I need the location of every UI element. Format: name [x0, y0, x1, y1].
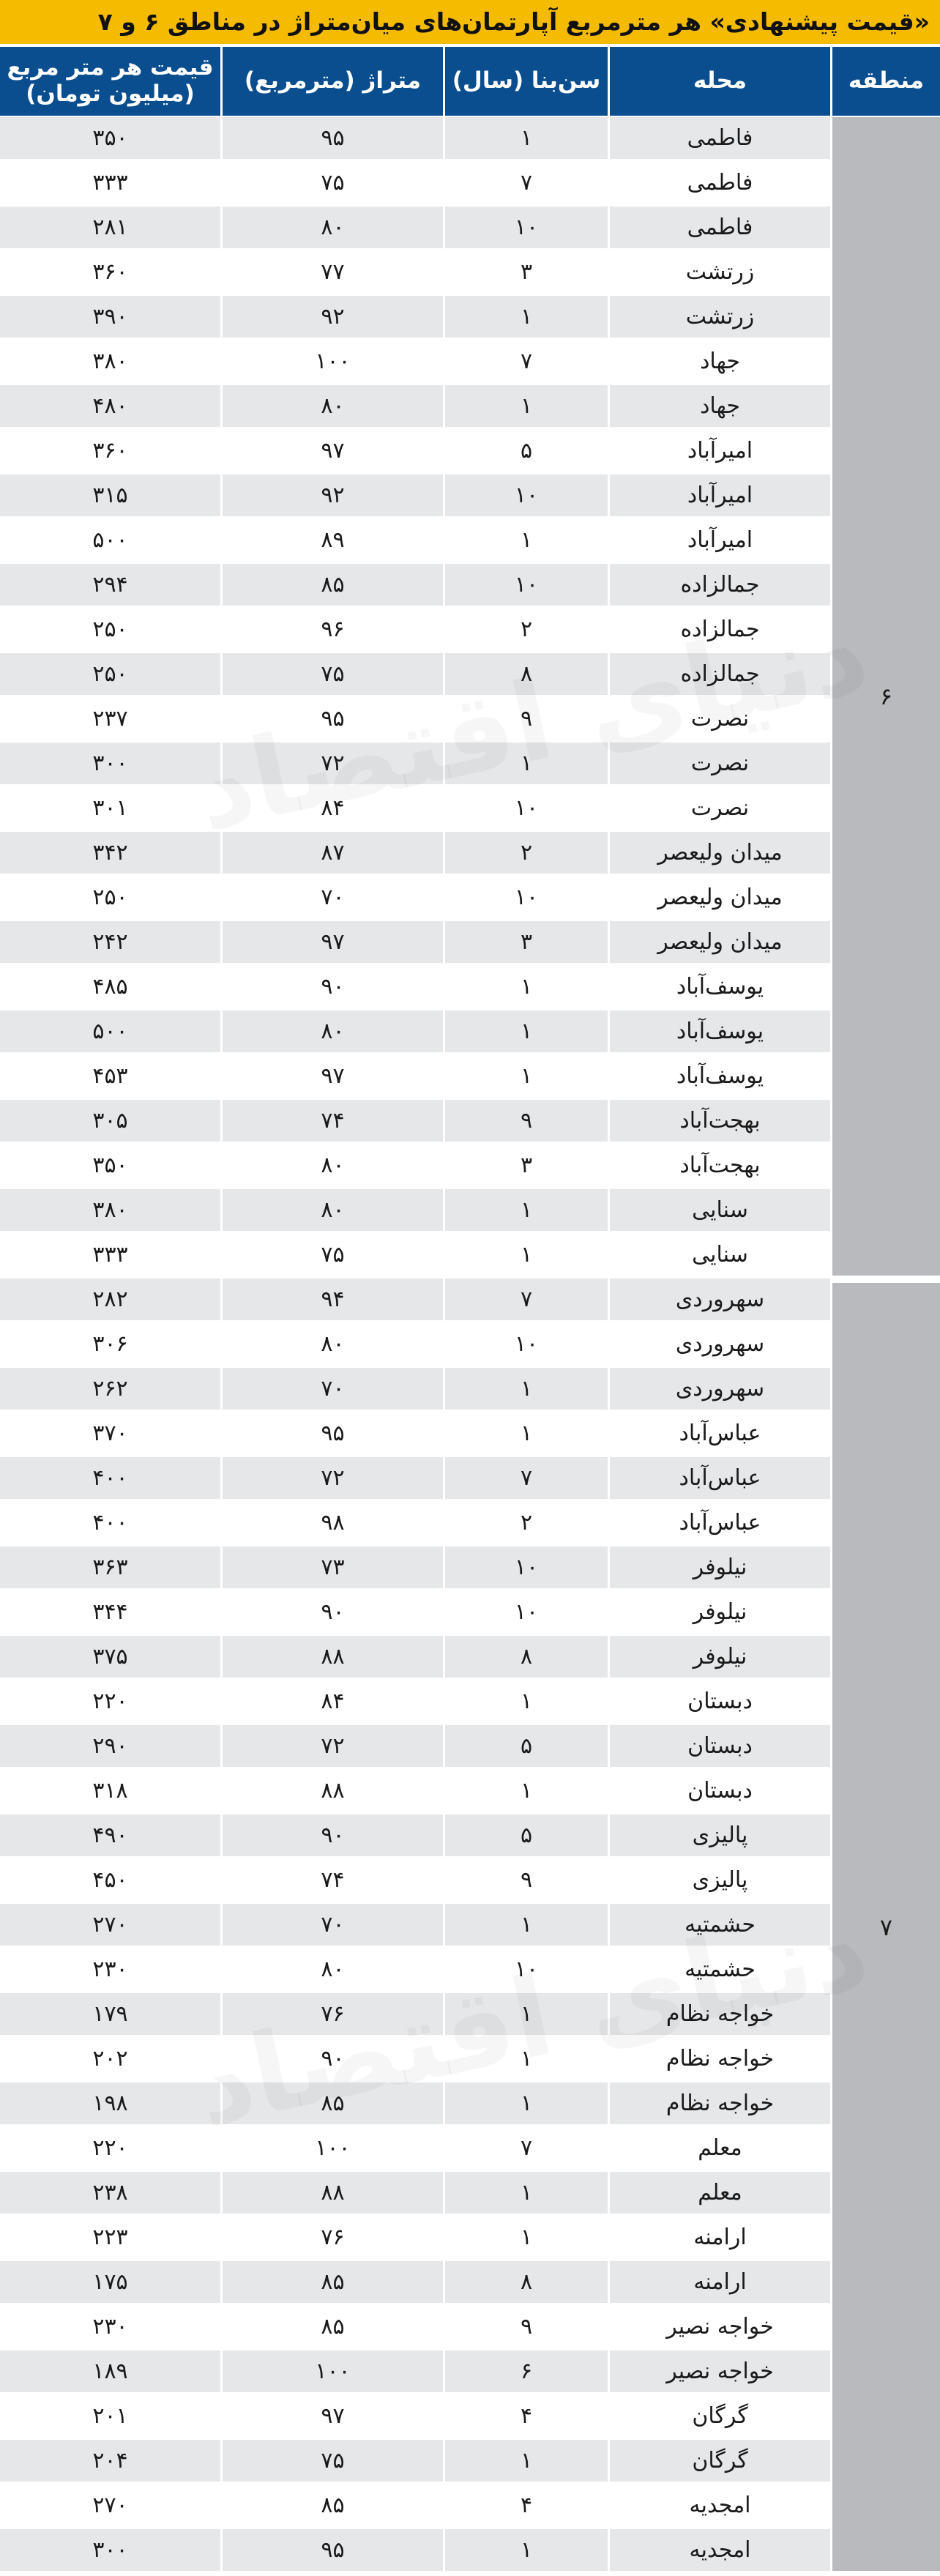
table-row	[0, 966, 832, 1008]
price-cell: ۳۴۴	[92, 1599, 128, 1625]
table-row	[0, 608, 832, 650]
price-cell: ۳۱۵	[92, 483, 128, 508]
neighborhood-cell: امیرآباد	[687, 438, 753, 464]
area-cell: ۹۶	[321, 617, 345, 642]
neighborhood-cell: نیلوفر	[693, 1644, 747, 1669]
neighborhood-cell: خواجه نظام	[665, 2091, 775, 2116]
building-age-cell: ۱	[520, 1689, 533, 1714]
table-row	[0, 162, 832, 204]
neighborhood-cell: سهروردی	[675, 1331, 765, 1357]
table-row	[0, 1323, 832, 1365]
table-row	[0, 1100, 832, 1142]
table-row	[0, 1055, 832, 1097]
table-row	[0, 2261, 832, 2303]
neighborhood-cell: فاطمی	[687, 125, 753, 151]
building-age-cell: ۳	[520, 1153, 533, 1178]
building-age-cell: ۴	[520, 2493, 533, 2518]
area-cell: ۷۷	[321, 259, 345, 285]
area-cell: ۸۵	[321, 2493, 345, 2518]
building-age-cell: ۱۰	[514, 885, 539, 910]
price-cell: ۳۳۳	[92, 1242, 128, 1267]
table-row	[0, 2038, 832, 2080]
area-cell: ۸۵	[321, 572, 345, 598]
price-cell: ۲۵۰	[92, 617, 128, 642]
table-header	[0, 47, 940, 117]
table-row	[0, 2127, 832, 2169]
price-cell: ۲۶۲	[92, 1376, 128, 1401]
building-age-cell: ۲	[520, 1510, 533, 1535]
building-age-cell: ۱	[520, 2448, 533, 2473]
area-cell: ۸۰	[321, 393, 345, 419]
price-cell: ۲۰۴	[92, 2448, 128, 2473]
building-age-cell: ۱۰	[514, 1555, 539, 1580]
price-cell: ۲۰۲	[92, 2046, 128, 2071]
neighborhood-cell: خواجه نصیر	[666, 2359, 774, 2384]
neighborhood-cell: زرتشت	[685, 304, 755, 330]
neighborhood-cell: نیلوفر	[693, 1599, 747, 1625]
neighborhood-cell: امجدیه	[689, 2537, 751, 2563]
neighborhood-cell: معلم	[698, 2180, 742, 2205]
area-cell: ۷۲	[321, 751, 345, 776]
region-cell: ۷	[832, 1283, 940, 2571]
area-cell: ۸۵	[321, 2091, 345, 2116]
header-building-age: سن‌بنا (سال)	[445, 47, 608, 116]
table-row	[0, 1948, 832, 1990]
building-age-cell: ۵	[520, 438, 533, 464]
area-cell: ۸۰	[321, 1331, 345, 1357]
building-age-cell: ۱۰	[514, 795, 539, 821]
area-cell: ۸۰	[321, 1197, 345, 1223]
building-age-cell: ۱	[520, 304, 533, 330]
area-cell: ۸۴	[321, 1689, 345, 1714]
neighborhood-cell: میدان ولیعصر	[657, 840, 783, 866]
building-age-cell: ۱	[520, 2001, 533, 2027]
price-cell: ۱۹۸	[92, 2091, 128, 2116]
building-age-cell: ۱	[520, 1778, 533, 1803]
area-cell: ۱۰۰	[315, 2359, 351, 2384]
column-divider	[220, 117, 223, 2574]
building-age-cell: ۲	[520, 617, 533, 642]
area-cell: ۸۸	[321, 2180, 345, 2205]
neighborhood-cell: بهجت‌آباد	[679, 1108, 761, 1133]
neighborhood-cell: خواجه نظام	[665, 2046, 775, 2071]
neighborhood-cell: ارامنه	[693, 2225, 747, 2250]
area-cell: ۹۵	[321, 2537, 345, 2563]
table-row	[0, 2440, 832, 2482]
price-cell: ۲۳۰	[92, 1957, 128, 1982]
price-cell: ۳۶۰	[92, 438, 128, 464]
price-cell: ۳۱۸	[92, 1778, 128, 1803]
neighborhood-cell: نصرت	[690, 706, 750, 732]
price-cell: ۳۷۰	[92, 1421, 128, 1446]
table-row	[0, 2216, 832, 2258]
area-cell: ۸۷	[321, 840, 345, 866]
table-row	[0, 1278, 832, 1320]
area-cell: ۸۸	[321, 1778, 345, 1803]
table-row	[0, 2172, 832, 2214]
building-age-cell: ۷	[520, 1287, 533, 1312]
price-cell: ۲۹۰	[92, 1733, 128, 1759]
table-row	[0, 787, 832, 829]
neighborhood-cell: گرگان	[692, 2403, 748, 2429]
area-cell: ۷۶	[321, 2001, 345, 2027]
building-age-cell: ۱	[520, 1019, 533, 1044]
table-row	[0, 698, 832, 740]
area-cell: ۸۰	[321, 1153, 345, 1178]
price-cell: ۲۸۲	[92, 1287, 128, 1312]
table-row	[0, 1546, 832, 1588]
area-cell: ۸۴	[321, 795, 345, 821]
area-cell: ۹۵	[321, 1421, 345, 1446]
building-age-cell: ۹	[520, 1867, 533, 1893]
table-row	[0, 1368, 832, 1410]
neighborhood-cell: عباس‌آباد	[679, 1465, 761, 1491]
price-cell: ۴۰۰	[92, 1465, 128, 1491]
area-cell: ۹۵	[321, 706, 345, 732]
area-cell: ۹۷	[321, 2403, 345, 2429]
building-age-cell: ۹	[520, 706, 533, 732]
price-cell: ۳۰۶	[92, 1331, 128, 1357]
building-age-cell: ۱۰	[514, 483, 539, 508]
table-row	[0, 2350, 832, 2392]
neighborhood-cell: دبستان	[687, 1778, 753, 1803]
price-cell: ۴۵۰	[92, 1867, 128, 1893]
building-age-cell: ۷	[520, 2135, 533, 2161]
price-cell: ۳۵۰	[92, 1153, 128, 1178]
building-age-cell: ۷	[520, 349, 533, 374]
neighborhood-cell: میدان ولیعصر	[657, 929, 783, 955]
header-price-line2: (میلیون تومان)	[26, 81, 195, 107]
price-cell: ۲۳۰	[92, 2314, 128, 2339]
building-age-cell: ۱۰	[514, 1331, 539, 1357]
area-cell: ۹۰	[321, 1823, 345, 1848]
price-cell: ۳۹۰	[92, 304, 128, 330]
region-cell: ۶	[832, 117, 940, 1276]
price-cell: ۳۷۵	[92, 1644, 128, 1669]
area-cell: ۷۵	[321, 170, 345, 196]
table-row	[0, 921, 832, 963]
building-age-cell: ۷	[520, 170, 533, 196]
area-cell: ۹۷	[321, 929, 345, 955]
building-age-cell: ۱	[520, 2225, 533, 2250]
price-cell: ۲۷۰	[92, 1912, 128, 1937]
price-cell: ۲۴۲	[92, 929, 128, 955]
price-cell: ۱۷۵	[92, 2269, 128, 2295]
neighborhood-cell: نصرت	[690, 795, 750, 821]
building-age-cell: ۸	[520, 661, 533, 687]
area-cell: ۸۵	[321, 2269, 345, 2295]
area-cell: ۷۲	[321, 1733, 345, 1759]
building-age-cell: ۷	[520, 1465, 533, 1491]
building-age-cell: ۱	[520, 2180, 533, 2205]
neighborhood-cell: نصرت	[690, 751, 750, 776]
area-cell: ۸۸	[321, 1644, 345, 1669]
table-row	[0, 251, 832, 293]
price-cell: ۳۳۳	[92, 170, 128, 196]
table-row	[0, 340, 832, 382]
neighborhood-cell: ارامنه	[693, 2269, 747, 2295]
area-cell: ۹۵	[321, 125, 345, 151]
header-price	[0, 47, 220, 116]
area-cell: ۹۰	[321, 974, 345, 999]
building-age-cell: ۱	[520, 1242, 533, 1267]
neighborhood-cell: جمالزاده	[680, 572, 760, 598]
price-cell: ۲۷۰	[92, 2493, 128, 2518]
building-age-cell: ۳	[520, 929, 533, 955]
table-row	[0, 1725, 832, 1767]
table-row	[0, 519, 832, 561]
neighborhood-cell: حشمتیه	[685, 1957, 756, 1982]
neighborhood-cell: سنایی	[692, 1242, 748, 1267]
price-cell: ۳۶۳	[92, 1555, 128, 1580]
building-age-cell: ۴	[520, 2403, 533, 2429]
building-age-cell: ۱	[520, 2046, 533, 2071]
building-age-cell: ۱۰	[514, 572, 539, 598]
building-age-cell: ۱	[520, 2091, 533, 2116]
price-cell: ۲۵۰	[92, 661, 128, 687]
area-cell: ۹۰	[321, 1599, 345, 1625]
column-divider	[443, 117, 445, 2574]
building-age-cell: ۱	[520, 527, 533, 553]
header-region: منطقه	[832, 47, 940, 116]
table-row	[0, 2395, 832, 2437]
building-age-cell: ۸	[520, 1644, 533, 1669]
neighborhood-cell: خواجه نظام	[665, 2001, 775, 2027]
neighborhood-cell: معلم	[698, 2135, 742, 2161]
neighborhood-cell: پالیزی	[692, 1867, 748, 1893]
area-cell: ۱۰۰	[315, 2135, 351, 2161]
table-title: «قیمت پیشنهادی» هر مترمربع آپارتمان‌های میان‌متراژ در مناطق ۶ و ۷	[0, 0, 940, 44]
table-row	[0, 653, 832, 695]
building-age-cell: ۹	[520, 1108, 533, 1133]
price-cell: ۵۰۰	[92, 527, 128, 553]
neighborhood-cell: دبستان	[687, 1689, 753, 1714]
neighborhood-cell: امیرآباد	[687, 527, 753, 553]
price-cell: ۵۰۰	[92, 1019, 128, 1044]
neighborhood-cell: یوسف‌آباد	[676, 1019, 764, 1044]
building-age-cell: ۱	[520, 1421, 533, 1446]
price-cell: ۳۶۰	[92, 259, 128, 285]
price-cell: ۳۰۰	[92, 2537, 128, 2563]
price-cell: ۲۲۰	[92, 1689, 128, 1714]
area-cell: ۷۳	[321, 1555, 345, 1580]
price-cell: ۲۰۱	[92, 2403, 128, 2429]
neighborhood-cell: میدان ولیعصر	[657, 885, 783, 910]
table-row	[0, 876, 832, 918]
price-cell: ۳۸۰	[92, 349, 128, 374]
area-cell: ۹۲	[321, 304, 345, 330]
neighborhood-cell: جهاد	[700, 349, 740, 374]
area-cell: ۹۲	[321, 483, 345, 508]
price-cell: ۴۰۰	[92, 1510, 128, 1535]
table-row	[0, 1993, 832, 2035]
neighborhood-cell: امیرآباد	[687, 483, 753, 508]
neighborhood-cell: جهاد	[700, 393, 740, 419]
neighborhood-cell: دبستان	[687, 1733, 753, 1759]
area-cell: ۸۰	[321, 1957, 345, 1982]
neighborhood-cell: یوسف‌آباد	[676, 1063, 764, 1089]
neighborhood-cell: گرگان	[692, 2448, 748, 2473]
table-row	[0, 1591, 832, 1633]
price-cell: ۴۸۵	[92, 974, 128, 999]
price-cell: ۲۳۷	[92, 706, 128, 732]
price-cell: ۳۴۲	[92, 840, 128, 866]
table-row	[0, 1010, 832, 1052]
price-cell: ۴۸۰	[92, 393, 128, 419]
building-age-cell: ۳	[520, 259, 533, 285]
price-cell: ۳۰۰	[92, 751, 128, 776]
area-cell: ۹۴	[321, 1287, 345, 1312]
table-row	[0, 2306, 832, 2348]
table-row	[0, 206, 832, 248]
building-age-cell: ۱	[520, 1197, 533, 1223]
building-age-cell: ۱	[520, 1912, 533, 1937]
building-age-cell: ۱	[520, 1376, 533, 1401]
table-row	[0, 1636, 832, 1678]
neighborhood-cell: سنایی	[692, 1197, 748, 1223]
table-row	[0, 385, 832, 427]
price-cell: ۲۲۳	[92, 2225, 128, 2250]
table-row	[0, 1144, 832, 1186]
neighborhood-cell: جمالزاده	[680, 661, 760, 687]
table-row	[0, 1502, 832, 1544]
table-row	[0, 2082, 832, 2124]
neighborhood-cell: یوسف‌آباد	[676, 974, 764, 999]
area-cell: ۸۹	[321, 527, 345, 553]
neighborhood-cell: سهروردی	[675, 1287, 765, 1312]
table-row	[0, 474, 832, 516]
header-area: متراژ (مترمربع)	[223, 47, 443, 116]
table-row	[0, 1770, 832, 1812]
neighborhood-cell: فاطمی	[687, 215, 753, 240]
area-cell: ۷۵	[321, 1242, 345, 1267]
building-age-cell: ۱	[520, 751, 533, 776]
area-cell: ۷۲	[321, 1465, 345, 1491]
neighborhood-cell: زرتشت	[685, 259, 755, 285]
area-cell: ۷۰	[321, 885, 345, 910]
building-age-cell: ۱۰	[514, 215, 539, 240]
area-cell: ۹۷	[321, 1063, 345, 1089]
table-row	[0, 1814, 832, 1856]
neighborhood-cell: حشمتیه	[685, 1912, 756, 1937]
price-cell: ۲۳۸	[92, 2180, 128, 2205]
building-age-cell: ۵	[520, 1733, 533, 1759]
price-cell: ۱۸۹	[92, 2359, 128, 2384]
table-row	[0, 1234, 832, 1276]
area-cell: ۷۴	[321, 1867, 345, 1893]
building-age-cell: ۱۰	[514, 1957, 539, 1982]
price-cell: ۳۰۵	[92, 1108, 128, 1133]
table-row	[0, 832, 832, 874]
header-price-line1: قیمت هر متر مربع	[7, 54, 214, 81]
column-divider	[608, 117, 610, 2574]
table-row	[0, 1904, 832, 1946]
table-row	[0, 1412, 832, 1454]
area-cell: ۸۵	[321, 2314, 345, 2339]
price-cell: ۳۸۰	[92, 1197, 128, 1223]
header-neighborhood: محله	[610, 47, 830, 116]
building-age-cell: ۶	[520, 2359, 533, 2384]
price-cell: ۱۷۹	[92, 2001, 128, 2027]
neighborhood-cell: خواجه نصیر	[666, 2314, 774, 2339]
building-age-cell: ۱	[520, 1063, 533, 1089]
neighborhood-cell: امجدیه	[689, 2493, 751, 2518]
table-row	[0, 1189, 832, 1231]
area-cell: ۷۴	[321, 1108, 345, 1133]
area-cell: ۷۶	[321, 2225, 345, 2250]
price-cell: ۲۵۰	[92, 885, 128, 910]
building-age-cell: ۱	[520, 974, 533, 999]
area-cell: ۷۵	[321, 2448, 345, 2473]
area-cell: ۸۰	[321, 215, 345, 240]
table-row	[0, 564, 832, 606]
area-cell: ۹۰	[321, 2046, 345, 2071]
price-cell: ۳۰۱	[92, 795, 128, 821]
price-cell: ۲۹۴	[92, 572, 128, 598]
table-row	[0, 742, 832, 784]
building-age-cell: ۵	[520, 1823, 533, 1848]
building-age-cell: ۹	[520, 2314, 533, 2339]
building-age-cell: ۱	[520, 393, 533, 419]
price-cell: ۴۵۳	[92, 1063, 128, 1089]
area-cell: ۱۰۰	[315, 349, 351, 374]
table-row	[0, 1457, 832, 1499]
area-cell: ۷۰	[321, 1912, 345, 1937]
neighborhood-cell: بهجت‌آباد	[679, 1153, 761, 1178]
price-cell: ۴۹۰	[92, 1823, 128, 1848]
neighborhood-cell: عباس‌آباد	[679, 1510, 761, 1535]
building-age-cell: ۲	[520, 840, 533, 866]
neighborhood-cell: فاطمی	[687, 170, 753, 196]
price-cell: ۲۲۰	[92, 2135, 128, 2161]
table-row	[0, 1680, 832, 1722]
table-row	[0, 1859, 832, 1901]
table-row	[0, 2529, 832, 2571]
area-cell: ۷۵	[321, 661, 345, 687]
price-cell: ۲۸۱	[92, 215, 128, 240]
neighborhood-cell: نیلوفر	[693, 1555, 747, 1580]
area-cell: ۷۰	[321, 1376, 345, 1401]
price-cell: ۳۵۰	[92, 125, 128, 151]
neighborhood-cell: پالیزی	[692, 1823, 748, 1848]
neighborhood-cell: سهروردی	[675, 1376, 765, 1401]
building-age-cell: ۱۰	[514, 1599, 539, 1625]
building-age-cell: ۱	[520, 125, 533, 151]
area-cell: ۸۰	[321, 1019, 345, 1044]
neighborhood-cell: عباس‌آباد	[679, 1421, 761, 1446]
table-row	[0, 2484, 832, 2526]
neighborhood-cell: جمالزاده	[680, 617, 760, 642]
table-row	[0, 296, 832, 338]
area-cell: ۹۸	[321, 1510, 345, 1535]
building-age-cell: ۱	[520, 2537, 533, 2563]
building-age-cell: ۸	[520, 2269, 533, 2295]
area-cell: ۹۷	[321, 438, 345, 464]
table-row	[0, 117, 832, 159]
table-row	[0, 430, 832, 472]
